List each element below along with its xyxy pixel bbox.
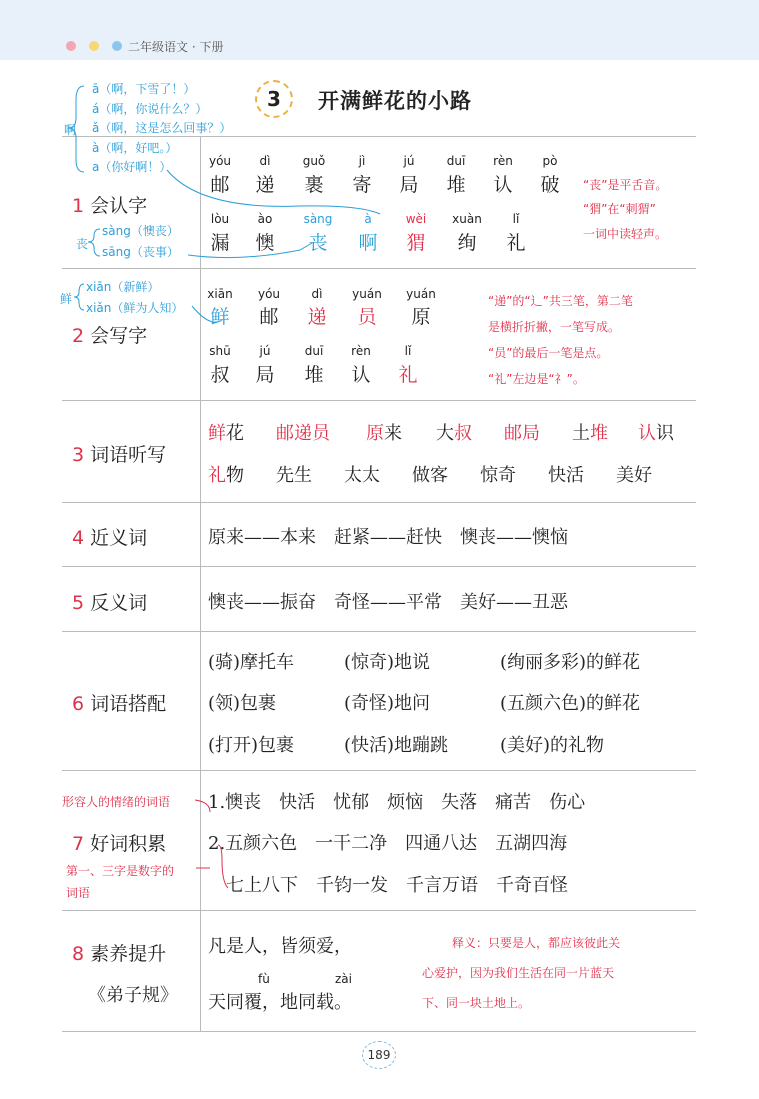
pinyin: wèi [405,212,427,226]
character: 猬 [406,232,426,254]
collocation: (美好)的礼物 [500,735,605,756]
s7-note-numbers-2: 词语 [66,886,91,900]
pinyin: rèn [493,154,513,168]
pinyin: à [364,212,372,226]
pinyin: lǐ [404,344,412,358]
character: 叔 [210,364,230,386]
a-reading-1: ā（啊，下雪了！） [92,82,196,96]
pinyin: duī [304,344,324,358]
section-4-label: 4 近义词 [72,527,148,549]
a-reading-4: à（啊，好吧。） [92,141,178,155]
pinyin: pò [542,154,558,168]
dictation-word: 先生 [276,465,312,486]
verse-line-2: 天同覆，地同载。 [208,992,352,1013]
s1-note-3: 一词中读轻声。 [583,227,668,241]
character: 丧 [308,232,328,254]
pinyin: lǐ [512,212,520,226]
lesson-title: 开满鲜花的小路 [318,89,472,113]
character: 局 [255,364,275,386]
collocation: (绚丽多彩)的鲜花 [500,652,641,673]
pinyin: sàng [303,212,333,226]
collocation: (五颜六色)的鲜花 [500,693,641,714]
pinyin: yóu [208,154,232,168]
character: 堆 [304,364,324,386]
section-3-label: 3 词语听写 [72,444,167,466]
good-words-line-2: 2.五颜六色 一干二净 四通八达 五湖四海 [208,833,568,854]
collocation: (领)包裹 [208,693,277,714]
section-5-label: 5 反义词 [72,592,148,614]
lesson-number-badge: 3 [255,80,293,118]
collocation: (打开)包裹 [208,735,295,756]
collocation: (骑)摩托车 [208,652,295,673]
s2-note-2: 是横折折撇，一笔写成。 [488,320,621,334]
pinyin: duī [446,154,466,168]
dictation-word: 原来 [366,423,402,444]
source-title: 《弟子规》 [88,985,178,1006]
dictation-word: 认识 [638,423,674,444]
s1-note-1: “丧”是平舌音。 [583,178,668,192]
xian-reading-1: xiān（新鲜） [86,280,160,294]
good-words-line-1: 1.懊丧 快活 忧郁 烦恼 失落 痛苦 伤心 [208,792,586,813]
character: 递 [255,174,275,196]
pinyin: yuán [406,287,436,301]
collocation: (快活)地蹦跳 [344,735,449,756]
pinyin-fu: fù [258,972,270,986]
dictation-word: 邮递员 [276,423,330,444]
pinyin: jú [259,344,271,358]
page-number: 189 [362,1041,396,1069]
character: 鲜 [210,306,230,328]
character: 礼 [506,232,526,254]
pinyin: xuàn [452,212,482,226]
sang-reading-1: sàng（懊丧） [102,224,179,238]
character: 认 [493,174,513,196]
a-reading-2: á（啊，你说什么？） [92,102,208,116]
pinyin: dì [259,154,271,168]
s8-note-1: 释义：只要是人，都应该彼此关 [452,936,621,950]
synonyms-line: 原来——本来 赶紧——赶快 懊丧——懊恼 [208,527,568,548]
a-reading-5: a（你好啊！） [92,160,172,174]
character: 递 [307,306,327,328]
sang-reading-2: sāng（丧事） [102,245,179,259]
character: 堆 [446,174,466,196]
xian-reading-2: xiǎn（鲜为人知） [86,301,184,315]
pinyin: ào [257,212,273,226]
character: 局 [399,174,419,196]
s2-note-4: “礼”左边是“礻”。 [488,372,585,386]
dictation-word: 大叔 [436,423,472,444]
a-reading-3: ǎ（啊，这是怎么回事？） [92,121,232,135]
dictation-word: 土堆 [572,423,608,444]
pinyin: yóu [257,287,281,301]
section-1-label: 1 会认字 [72,195,148,217]
s8-note-3: 下、同一块土地上。 [422,996,531,1010]
pinyin: guǒ [302,154,326,168]
pinyin: dì [311,287,323,301]
dictation-word: 惊奇 [480,465,516,486]
section-2-label: 2 会写字 [72,325,148,347]
character: 寄 [352,174,372,196]
dictation-word: 太太 [344,465,380,486]
pinyin: shū [209,344,231,358]
dictation-word: 鲜花 [208,423,244,444]
pinyin: xiān [207,287,233,301]
s7-note-numbers-1: 第一、三字是数字的 [66,864,175,878]
pinyin-zai: zài [335,972,352,986]
dictation-word: 做客 [412,465,448,486]
section-8-label: 8 素养提升 [72,943,167,965]
character: 邮 [210,174,230,196]
character: 认 [351,364,371,386]
pinyin: rèn [351,344,371,358]
book-title: 二年级语文 · 下册 [128,40,224,54]
dictation-word: 美好 [616,465,652,486]
xian-char-annotation: 鲜 [60,292,73,306]
s2-note-1: “递”的“辶”共三笔，第二笔 [488,294,633,308]
character: 啊 [358,232,378,254]
s7-note-emotion: 形容人的情绪的词语 [62,795,171,809]
dictation-word: 礼物 [208,465,244,486]
good-words-line-3: 七上八下 千钧一发 千言万语 千奇百怪 [226,875,568,896]
character: 邮 [259,306,279,328]
antonyms-line: 懊丧——振奋 奇怪——平常 美好——丑恶 [208,592,568,613]
character: 裹 [304,174,324,196]
character: 懊 [255,232,275,254]
pinyin: yuán [352,287,382,301]
character: 原 [411,306,431,328]
section-7-label: 7 好词积累 [72,833,167,855]
character: 员 [357,306,377,328]
verse-line-1: 凡是人，皆须爱， [208,936,352,957]
dictation-word: 邮局 [504,423,540,444]
sang-char-annotation: 丧 [76,237,89,251]
character: 礼 [398,364,418,386]
collocation: (奇怪)地问 [344,693,431,714]
s8-note-2: 心爱护，因为我们生活在同一片蓝天 [422,966,615,980]
character: 绚 [457,232,477,254]
character: 破 [540,174,560,196]
a-char-annotation: 啊 [64,123,77,137]
pinyin: lòu [210,212,230,226]
character: 漏 [210,232,230,254]
dictation-word: 快活 [548,465,584,486]
s1-note-2: “猬”在“刺猬” [583,202,656,216]
s2-note-3: “员”的最后一笔是点。 [488,346,609,360]
section-6-label: 6 词语搭配 [72,693,167,715]
pinyin: jì [358,154,366,168]
collocation: (惊奇)地说 [344,652,431,673]
pinyin: jú [403,154,415,168]
